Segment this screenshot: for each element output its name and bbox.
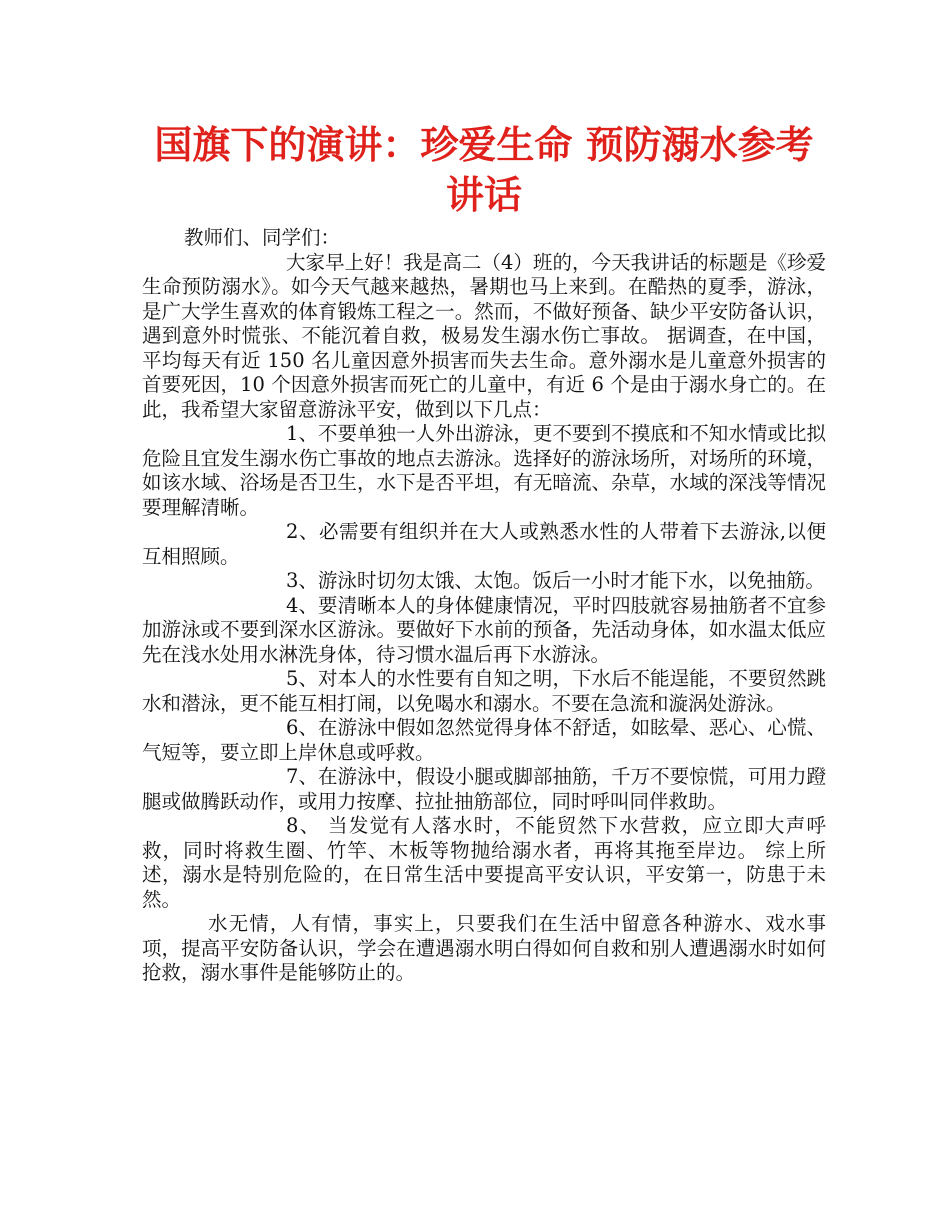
document-page <box>142 120 826 986</box>
paragraph-point-3: 3、游泳时切勿太饿、太饱。饭后一小时才能下水，以免抽筋。 <box>286 569 825 592</box>
paragraph-point-5: 5、对本人的水性要有自知之明，下水后不能逞能，不要贸然跳水和潜泳，更不能互相打闹，以免喝水和溺水。不要在急流和漩涡处游泳。 <box>142 667 826 715</box>
paragraph-point-1: 1、不要单独一人外出游泳，更不要到不摸底和不知水情或比拟危险且宜发生溺水伤亡事故的地点去游泳。选择好的游泳场所，对场所的环境，如该水域、浴场是否卫生，水下是否平坦，有无暗流、杂草，水域的深浅等情况要理解清晰。 <box>142 422 826 519</box>
paragraph-point-6: 6、在游泳中假如忽然觉得身体不舒适，如眩晕、恶心、心慌、气短等，要立即上岸休息或呼救。 <box>142 716 826 764</box>
paragraph-closing: 水无情，人有情，事实上，只要我们在生活中留意各种游水、戏水事项，提高平安防备认识，学会在遭遇溺水明白得如何自救和别人遭遇溺水时如何抢救，溺水事件是能够防止的。 <box>142 912 826 984</box>
salutation: 教师们、同学们： <box>184 226 341 249</box>
document-body <box>142 226 826 986</box>
paragraph-intro: 大家早上好！我是高二（4）班的，今天我讲话的标题是《珍爱生命预防溺水》。如今天气越来越热，暑期也马上来到。在酷热的夏季，游泳，是广大学生喜欢的体育锻炼工程之一。然而，不做好预备、缺少平安防备认识，遇到意外时慌张、不能沉着自救，极易发生溺水伤亡事故。 据调查，在中国，平均每天有近 150 名儿童因意外损害而失去生命。意外溺水是儿童意外损害的首要死因，10 个因意外损害而死亡的儿童中，有近 6 个是由于溺水身亡的。在此，我希望大家留意游泳平安，做到以下几点： <box>142 250 826 421</box>
document-title: 国旗下的演讲：珍爱生命 预防溺水参考讲话 <box>154 123 814 217</box>
paragraph-point-8: 8、 当发觉有人落水时，不能贸然下水营救，应立即大声呼救，同时将救生圈、竹竿、木板等物抛给溺水者，再将其拖至岸边。 综上所述，溺水是特别危险的，在日常生活中要提高平安认识，平安第一，防患于未然。 <box>142 814 826 911</box>
paragraph-point-7: 7、在游泳中，假设小腿或脚部抽筋，千万不要惊慌，可用力蹬腿或做腾跃动作，或用力按摩、拉扯抽筋部位，同时呼叫同伴救助。 <box>142 765 826 813</box>
paragraph-point-4: 4、要清晰本人的身体健康情况，平时四肢就容易抽筋者不宜参加游泳或不要到深水区游泳。要做好下水前的预备，先活动身体，如水温太低应先在浅水处用水淋洗身体，待习惯水温后再下水游泳。 <box>142 593 826 666</box>
paragraph-point-2: 2、必需要有组织并在大人或熟悉水性的人带着下去游泳,以便互相照顾。 <box>142 520 826 568</box>
